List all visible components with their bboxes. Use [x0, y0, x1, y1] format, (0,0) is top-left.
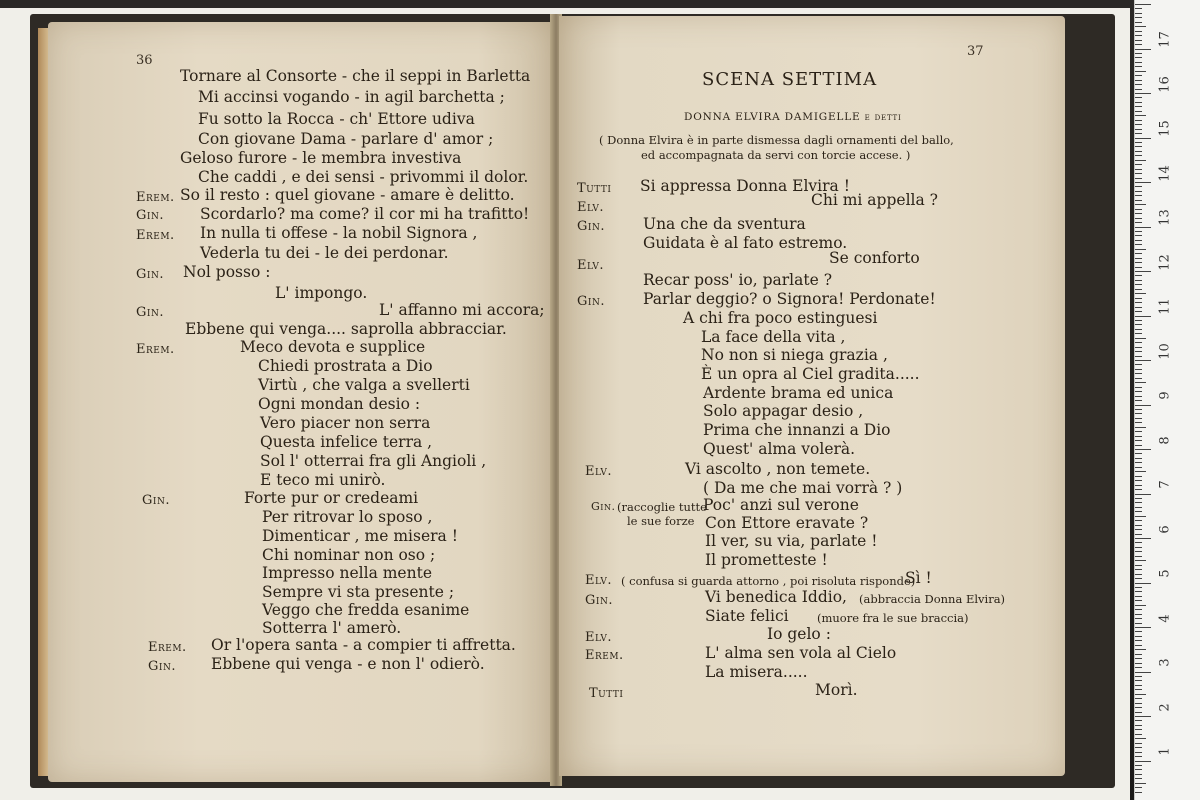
ruler-tick: [1135, 307, 1142, 308]
ruler-tick: [1135, 89, 1142, 90]
ruler-tick: [1135, 284, 1142, 285]
ruler-tick: [1135, 31, 1142, 32]
ruler-tick: [1135, 467, 1142, 468]
ruler-tick: [1135, 627, 1151, 628]
ruler-tick: [1135, 694, 1146, 695]
ruler-number: 5: [1157, 569, 1173, 578]
ruler-number: 6: [1157, 524, 1173, 534]
verse-line: Sì !: [905, 569, 932, 587]
ruler-tick: [1135, 574, 1142, 575]
ruler-tick: [1135, 271, 1151, 272]
ruler-tick: [1135, 49, 1151, 50]
ruler-tick: [1135, 378, 1142, 379]
ruler-tick: [1135, 792, 1142, 793]
ruler-tick: [1135, 583, 1151, 584]
verse-line: Impresso nella mente: [262, 564, 432, 582]
ruler-tick: [1135, 111, 1142, 112]
verse-line: Con Ettore eravate ?: [705, 514, 869, 532]
ruler-tick: [1135, 35, 1142, 36]
ruler-tick: [1135, 507, 1142, 508]
ruler-tick: [1135, 440, 1142, 441]
ruler-tick: [1135, 422, 1142, 423]
ruler-number: 7: [1157, 480, 1173, 489]
ruler-tick: [1135, 542, 1142, 543]
speaker-label: Erem.: [136, 342, 175, 357]
ruler-tick: [1135, 186, 1142, 187]
ruler-tick: [1135, 405, 1151, 406]
verse-line: E teco mi unirò.: [260, 471, 386, 489]
ruler-tick: [1135, 84, 1142, 85]
verse-line: Ardente brama ed unica: [703, 384, 894, 402]
ruler-tick: [1135, 725, 1142, 726]
stage-direction: ( Donna Elvira è in parte dismessa dagli ornamenti del ballo,: [599, 133, 954, 147]
verse-line: In nulla ti offese - la nobil Signora ,: [200, 224, 478, 242]
ruler-tick: [1135, 591, 1142, 592]
ruler-number: 3: [1157, 658, 1173, 667]
page-number-left: 36: [136, 53, 153, 68]
ruler-tick: [1135, 716, 1151, 717]
ruler-tick: [1135, 787, 1142, 788]
ruler-tick: [1135, 320, 1142, 321]
verse-line: Morì.: [815, 681, 858, 699]
ruler-tick: [1135, 169, 1142, 170]
verse-line: Siate felici: [705, 607, 789, 625]
ruler-tick: [1135, 449, 1151, 450]
ruler-tick: [1135, 516, 1146, 517]
ruler-tick: [1135, 364, 1142, 365]
verse-line: La misera.....: [705, 663, 808, 681]
ruler-tick: [1135, 471, 1146, 472]
ruler-tick: [1135, 623, 1142, 624]
ruler-tick: [1135, 191, 1142, 192]
ruler-tick: [1135, 124, 1142, 125]
ruler-tick: [1135, 200, 1142, 201]
verse-line: Quest' alma volerà.: [703, 440, 856, 458]
ruler-tick: [1135, 436, 1142, 437]
verse-line: Dimenticar , me misera !: [262, 527, 458, 545]
ruler-tick: [1135, 17, 1142, 18]
ruler-tick: [1135, 538, 1151, 539]
ruler-tick: [1135, 146, 1142, 147]
verse-line: Questa infelice terra ,: [260, 433, 433, 451]
ruler-tick: [1135, 396, 1142, 397]
ruler-tick: [1135, 761, 1151, 762]
ruler-tick: [1135, 743, 1142, 744]
speaker-label: Elv.: [577, 258, 605, 273]
ruler-tick: [1135, 155, 1142, 156]
ruler-tick: [1135, 57, 1142, 58]
ruler-tick: [1135, 360, 1151, 361]
ruler-tick: [1135, 302, 1142, 303]
ruler-tick: [1135, 373, 1142, 374]
ruler-tick: [1135, 106, 1142, 107]
ruler-tick: [1135, 400, 1142, 401]
ruler-tick: [1135, 476, 1142, 477]
speaker-label: Gin.: [142, 493, 170, 508]
scene-characters: DONNA ELVIRA DAMIGELLE e detti: [684, 111, 902, 123]
ruler-tick: [1135, 756, 1142, 757]
ruler-tick: [1135, 182, 1151, 183]
speaker-label: Elv.: [585, 464, 613, 479]
stage-direction: (raccoglie tutte: [617, 500, 707, 514]
speaker-label: Gin.: [148, 659, 176, 674]
ruler-number: 17: [1157, 31, 1173, 48]
ruler-tick: [1135, 618, 1142, 619]
ruler-tick: [1135, 342, 1142, 343]
verse-line: Parlar deggio? o Signora! Perdonate!: [643, 290, 936, 308]
verse-line: La face della vita ,: [701, 328, 846, 346]
ruler-tick: [1135, 667, 1142, 668]
ruler-tick: [1135, 765, 1142, 766]
ruler-tick: [1135, 160, 1146, 161]
ruler-tick: [1135, 178, 1142, 179]
ruler-tick: [1135, 324, 1142, 325]
ruler-tick: [1135, 560, 1146, 561]
ruler-tick: [1135, 752, 1142, 753]
ruler-tick: [1135, 654, 1142, 655]
ruler-tick: [1135, 431, 1142, 432]
ruler-tick: [1135, 649, 1146, 650]
ruler-tick: [1135, 413, 1142, 414]
ruler-tick: [1135, 93, 1151, 94]
ruler-number: 16: [1157, 75, 1173, 93]
ruler-tick: [1135, 774, 1142, 775]
speaker-label: Gin.: [577, 294, 605, 309]
verse-line: A chi fra poco estinguesi: [683, 309, 878, 327]
verse-line: Tornare al Consorte - che il seppi in Barletta: [180, 67, 531, 85]
verse-line: Recar poss' io, parlate ?: [643, 271, 833, 289]
verse-line: Solo appagar desio ,: [703, 402, 864, 420]
verse-line: Sempre vi sta presente ;: [262, 583, 455, 601]
ruler-tick: [1135, 231, 1142, 232]
verse-line: Il prometteste !: [705, 551, 828, 569]
ruler-tick: [1135, 587, 1142, 588]
verse-line: Mi accinsi vogando - in agil barchetta ;: [198, 88, 505, 106]
ruler-number: 11: [1157, 298, 1173, 315]
left-page: [48, 22, 554, 782]
ruler-tick: [1135, 267, 1142, 268]
page-number-right: 37: [967, 44, 984, 59]
ruler-tick: [1135, 645, 1142, 646]
speaker-label: Gin.: [585, 593, 613, 608]
ruler-tick: [1135, 356, 1142, 357]
ruler-tick: [1135, 680, 1142, 681]
ruler-tick: [1135, 569, 1142, 570]
verse-line: Vi ascolto , non temete.: [685, 460, 871, 478]
verse-line: Guidata è al fato estremo.: [643, 234, 848, 252]
verse-line: Poc' anzi sul verone: [703, 496, 859, 514]
ruler-tick: [1135, 13, 1142, 14]
verse-line: Scordarlo? ma come? il cor mi ha trafitto!: [200, 205, 530, 223]
ruler-tick: [1135, 75, 1142, 76]
verse-line: Sotterra l' amerò.: [262, 619, 402, 637]
verse-line: Ogni mondan desio :: [258, 395, 421, 413]
speaker-label: Tutti: [589, 686, 624, 701]
ruler-tick: [1135, 133, 1142, 134]
ruler-tick: [1135, 289, 1142, 290]
speaker-label: Gin.: [577, 219, 605, 234]
ruler-tick: [1135, 222, 1142, 223]
ruler-number: 12: [1157, 253, 1173, 271]
verse-line: Che caddi , e dei sensi - privommi il dolor.: [198, 168, 529, 186]
ruler-tick: [1135, 520, 1142, 521]
measuring-ruler: [1134, 0, 1200, 800]
ruler-tick: [1135, 720, 1142, 721]
ruler-tick: [1135, 640, 1142, 641]
ruler-number: 13: [1157, 209, 1173, 226]
ruler-tick: [1135, 329, 1142, 330]
speaker-label: Elv.: [577, 200, 605, 215]
ruler-tick: [1135, 347, 1142, 348]
verse-line: Veggo che fredda esanime: [262, 601, 470, 619]
ruler-tick: [1135, 53, 1142, 54]
ruler-tick: [1135, 62, 1142, 63]
ruler-tick: [1135, 280, 1142, 281]
speaker-label: Gin.: [136, 208, 164, 223]
ruler-tick: [1135, 209, 1142, 210]
verse-line: Il ver, su via, parlate !: [705, 532, 878, 550]
verse-line: Virtù , che valga a svellerti: [258, 376, 470, 394]
verse-line: Si appressa Donna Elvira !: [640, 177, 850, 195]
ruler-tick: [1135, 712, 1142, 713]
stage-direction: ed accompagnata da servi con torcie accese. ): [641, 148, 911, 162]
ruler-tick: [1135, 44, 1142, 45]
verse-line: Forte pur or credeami: [244, 489, 419, 507]
ruler-tick: [1135, 40, 1142, 41]
speaker-label: Gin.: [136, 305, 164, 320]
ruler-number: 2: [1157, 702, 1173, 712]
verse-line: Chiedi prostrata a Dio: [258, 357, 433, 375]
ruler-number: 9: [1157, 391, 1173, 400]
ruler-tick: [1135, 485, 1142, 486]
ruler-tick: [1135, 387, 1142, 388]
ruler-tick: [1135, 529, 1142, 530]
ruler-tick: [1135, 151, 1142, 152]
ruler-tick: [1135, 244, 1142, 245]
ruler-tick: [1135, 605, 1146, 606]
verse-line: È un opra al Ciel gradita.....: [701, 365, 920, 383]
verse-line: Meco devota e supplice: [240, 338, 426, 356]
ruler-tick: [1135, 783, 1146, 784]
ruler-tick: [1135, 71, 1146, 72]
ruler-tick: [1135, 551, 1142, 552]
ruler-tick: [1135, 445, 1142, 446]
verse-line: Io gelo :: [767, 625, 831, 643]
speaker-label: Elv.: [585, 573, 613, 588]
speaker-label: Erem.: [136, 190, 175, 205]
verse-line: Vederla tu dei - le dei perdonar.: [200, 244, 449, 262]
ruler-tick: [1135, 382, 1146, 383]
ruler-tick: [1135, 658, 1142, 659]
stage-direction: (muore fra le sue braccia): [817, 611, 969, 625]
ruler-tick: [1135, 293, 1146, 294]
ruler-tick: [1135, 391, 1142, 392]
ruler-tick: [1135, 734, 1142, 735]
verse-line: Una che da sventura: [643, 215, 806, 233]
ruler-tick: [1135, 26, 1146, 27]
verse-line: No non si niega grazia ,: [701, 346, 888, 364]
ruler-tick: [1135, 409, 1142, 410]
ruler-tick: [1135, 494, 1151, 495]
ruler-tick: [1135, 769, 1142, 770]
verse-line: ( Da me che mai vorrà ? ): [703, 479, 903, 497]
verse-line: L' alma sen vola al Cielo: [705, 644, 897, 662]
ruler-number: 8: [1157, 435, 1173, 445]
verse-line: L' affanno mi accora;: [379, 301, 545, 319]
ruler-tick: [1135, 333, 1142, 334]
ruler-tick: [1135, 565, 1142, 566]
ruler-tick: [1135, 462, 1142, 463]
ruler-tick: [1135, 115, 1146, 116]
speaker-label: Tutti: [577, 181, 612, 196]
verse-line: Sol l' otterrai fra gli Angioli ,: [260, 452, 487, 470]
ruler-tick: [1135, 596, 1142, 597]
speaker-label: Erem.: [148, 640, 187, 655]
ruler-tick: [1135, 195, 1142, 196]
ruler-tick: [1135, 204, 1146, 205]
ruler-tick: [1135, 525, 1142, 526]
ruler-tick: [1135, 489, 1142, 490]
scene-title: SCENA SETTIMA: [702, 69, 878, 90]
ruler-tick: [1135, 316, 1151, 317]
stage-direction: le sue forze: [627, 514, 695, 528]
ruler-tick: [1135, 578, 1142, 579]
verse-line: Se conforto: [829, 249, 920, 267]
ruler-tick: [1135, 235, 1142, 236]
ruler-tick: [1135, 258, 1142, 259]
ruler-number: 10: [1157, 342, 1173, 360]
ruler-tick: [1135, 511, 1142, 512]
ruler-tick: [1135, 672, 1151, 673]
verse-line: Chi nominar non oso ;: [262, 546, 436, 564]
ruler-tick: [1135, 427, 1146, 428]
ruler-tick: [1135, 685, 1142, 686]
ruler-tick: [1135, 311, 1142, 312]
speaker-label: Elv.: [585, 630, 613, 645]
ruler-tick: [1135, 636, 1142, 637]
speaker-label: Erem.: [136, 228, 175, 243]
ruler-tick: [1135, 778, 1142, 779]
ruler-tick: [1135, 556, 1142, 557]
verse-line: Vi benedica Iddio,: [705, 588, 847, 606]
ruler-tick: [1135, 80, 1142, 81]
right-page: [559, 16, 1065, 776]
ruler-tick: [1135, 240, 1142, 241]
ruler-tick: [1135, 369, 1142, 370]
ruler-tick: [1135, 97, 1142, 98]
ruler-tick: [1135, 600, 1142, 601]
verse-line: So il resto : quel giovane - amare è delitto.: [180, 186, 515, 204]
speaker-label: Erem.: [585, 648, 624, 663]
ruler-tick: [1135, 213, 1142, 214]
ruler-tick: [1135, 689, 1142, 690]
ruler-tick: [1135, 676, 1142, 677]
ruler-tick: [1135, 707, 1142, 708]
ruler-tick: [1135, 253, 1142, 254]
ruler-tick: [1135, 227, 1151, 228]
ruler-tick: [1135, 738, 1146, 739]
speaker-label: Gin.: [136, 267, 164, 282]
ruler-number: 15: [1157, 120, 1173, 137]
ruler-tick: [1135, 698, 1142, 699]
ruler-tick: [1135, 275, 1142, 276]
ruler-tick: [1135, 480, 1142, 481]
ruler-tick: [1135, 138, 1151, 139]
verse-line: Vero piacer non serra: [260, 414, 431, 432]
ruler-tick: [1135, 729, 1142, 730]
ruler-tick: [1135, 173, 1142, 174]
stage-direction: (abbraccia Donna Elvira): [859, 592, 1006, 606]
ruler-number: 1: [1157, 747, 1173, 756]
ruler-tick: [1135, 614, 1142, 615]
verse-line: Nol posso :: [183, 263, 271, 281]
ruler-tick: [1135, 22, 1142, 23]
ruler-tick: [1135, 164, 1142, 165]
ruler-tick: [1135, 102, 1142, 103]
ruler-tick: [1135, 418, 1142, 419]
verse-line: Geloso furore - le membra investiva: [180, 149, 462, 167]
ruler-tick: [1135, 631, 1142, 632]
ruler-tick: [1135, 502, 1142, 503]
ruler-tick: [1135, 747, 1142, 748]
ruler-tick: [1135, 453, 1142, 454]
verse-line: L' impongo.: [275, 284, 368, 302]
ruler-tick: [1135, 8, 1142, 9]
verse-line: Per ritrovar lo sposo ,: [262, 508, 433, 526]
ruler-tick: [1135, 338, 1146, 339]
ruler-tick: [1135, 534, 1142, 535]
verse-line: Con giovane Dama - parlare d' amor ;: [198, 130, 494, 148]
ruler-tick: [1135, 4, 1151, 5]
ruler-tick: [1135, 249, 1146, 250]
ruler-tick: [1135, 129, 1142, 130]
verse-line: Ebbene qui venga.... saprolla abbracciar.: [185, 320, 507, 338]
ruler-tick: [1135, 66, 1142, 67]
ruler-tick: [1135, 120, 1142, 121]
verse-line: Or l'opera santa - a compier ti affretta.: [211, 636, 516, 654]
verse-line: Chi mi appella ?: [811, 191, 938, 209]
ruler-tick: [1135, 458, 1142, 459]
ruler-number: 4: [1157, 613, 1173, 623]
ruler-tick: [1135, 142, 1142, 143]
ruler-tick: [1135, 498, 1142, 499]
speaker-label: Gin.: [591, 500, 616, 513]
verse-line: Fu sotto la Rocca - ch' Ettore udiva: [198, 110, 475, 128]
ruler-tick: [1135, 703, 1142, 704]
verse-line: Prima che innanzi a Dio: [703, 421, 891, 439]
ruler-tick: [1135, 663, 1142, 664]
ruler-tick: [1135, 218, 1142, 219]
ruler-tick: [1135, 609, 1142, 610]
verse-line: Ebbene qui venga - e non l' odierò.: [211, 655, 485, 673]
ruler-tick: [1135, 351, 1142, 352]
ruler-tick: [1135, 298, 1142, 299]
ruler-tick: [1135, 262, 1142, 263]
ruler-tick: [1135, 547, 1142, 548]
stage-direction: ( confusa si guarda attorno , poi risoluta risponde): [621, 574, 916, 588]
ruler-number: 14: [1157, 164, 1173, 182]
